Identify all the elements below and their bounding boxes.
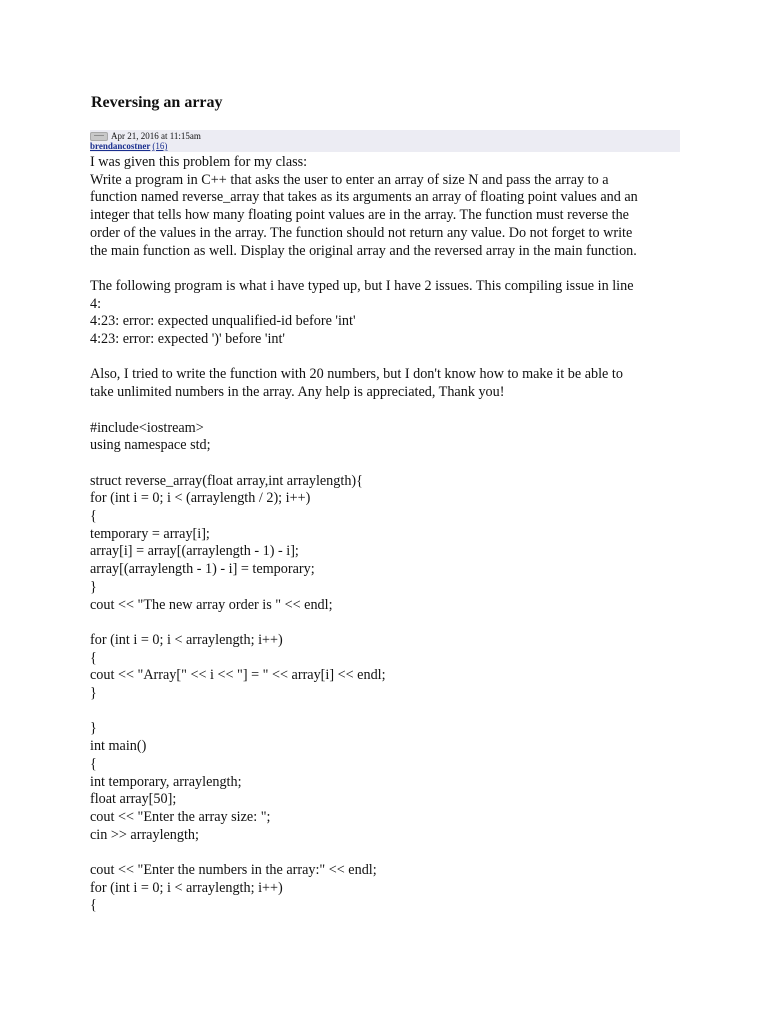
problem-description: I was given this problem for my class: Write a program in C++ that asks the user to enter an array of size N and pass the array to a function named reverse_array that takes as its arguments an array of floating point values and an integer that tells how many floating point values are in the array. The function must reverse the order of the values in the array. The function should not return any value. Do not forget to write the main function as well. Display the original array and the reversed array in the main function. — [90, 154, 638, 259]
code-block: #include<iostream> using namespace std; struct reverse_array(float array,int arraylength){ for (int i = 0; i < (arraylength / 2); i++) { temporary = array[i]; array[i] = array[(arraylength - 1) - i]; array[(arraylength - 1) - i] = temporary; } cout << "The new array order is " << endl; for (int i = 0; i < arraylength; i++) { cout << "Array[" << i << "] = " << array[i] << endl; } } int main() { int temporary, arraylength; float array[50]; cout << "Enter the array size: "; cin >> arraylength; cout << "Enter the numbers in the array:" << endl; for (int i = 0; i < arraylength; i++) { — [90, 419, 386, 914]
post-meta — [90, 130, 680, 152]
author-post-count[interactable]: (16) — [152, 141, 168, 151]
paragraph-gap — [90, 260, 680, 278]
author-link[interactable]: brendancostner — [90, 141, 151, 151]
post-body — [90, 154, 680, 915]
author-line — [90, 141, 167, 151]
compile-issues: The following program is what i have typed up, but I have 2 issues. This compiling issue in line 4: 4:23: error: expected unqualified-id before 'int' 4:23: error: expected ')' before 'int' — [90, 277, 634, 348]
mail-icon[interactable] — [90, 132, 108, 141]
post-date: Apr 21, 2016 at 11:15am — [111, 131, 201, 141]
paragraph-gap — [90, 402, 680, 420]
page-title: Reversing an array — [91, 94, 223, 111]
help-question: Also, I tried to write the function with 20 numbers, but I don't know how to make it be able to take unlimited numbers in the array. Any help is appreciated, Thank you! — [90, 366, 623, 401]
paragraph-gap — [90, 349, 680, 367]
post-date-line — [90, 131, 201, 141]
